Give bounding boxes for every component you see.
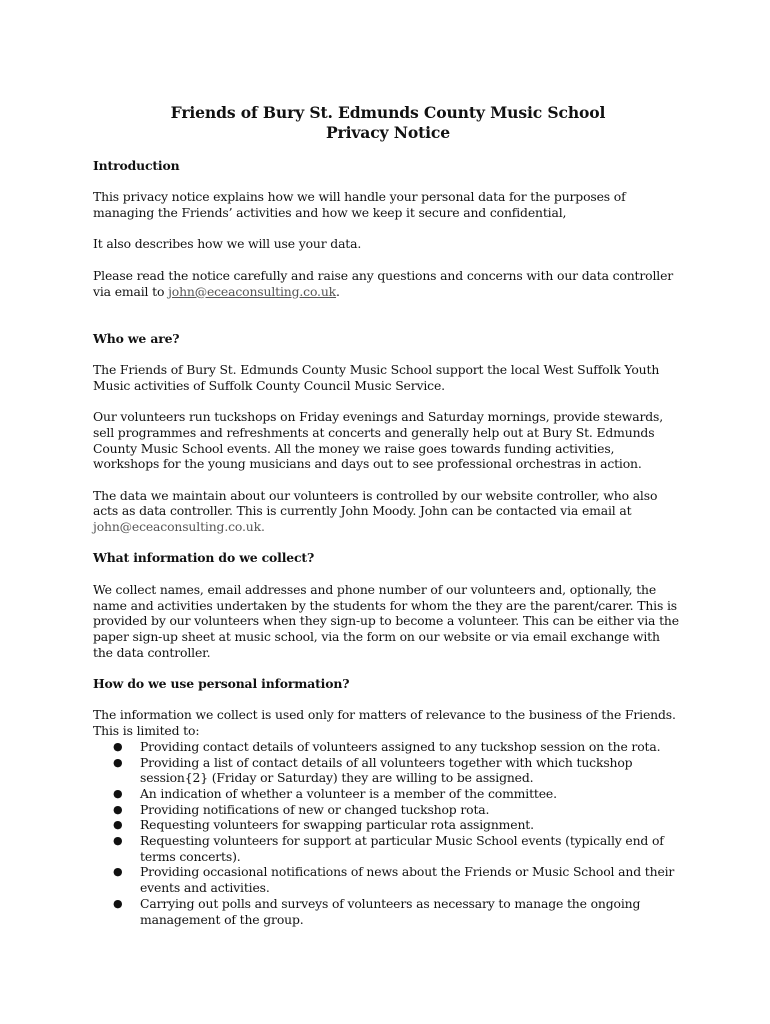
how-we-use-heading: How do we use personal information? <box>93 676 350 692</box>
how-we-use-section <box>93 676 683 927</box>
who-we-are-paragraph: Our volunteers run tuckshops on Friday evenings and Saturday mornings, provide stewards, sell programmes and refreshments at concerts and generally help out at Bury St. Edmunds County Music School events. All the money we raise goes towards funding activities, workshops for the young musicians and days out to see professional orchestras in action. <box>93 409 664 472</box>
document-page <box>93 103 683 927</box>
introduction-paragraph: It also describes how we will use your data. <box>93 236 362 252</box>
document-subtitle: Privacy Notice <box>325 123 451 142</box>
list-item-text: Carrying out polls and surveys of volunteers as necessary to manage the ongoing management of the group. <box>140 895 641 927</box>
list-item-text: Requesting volunteers for support at particular Music School events (typically end of terms concerts). <box>140 833 664 864</box>
what-we-collect-heading: What information do we collect? <box>93 550 315 566</box>
list-item-text: Providing contact details of volunteers assigned to any tuckshop session on the rota. <box>140 738 661 754</box>
section-spacer <box>93 315 683 331</box>
bullet-icon: ● <box>113 755 123 769</box>
bullet-icon: ● <box>113 818 123 832</box>
list-item-text: Providing notifications of new or changed tuckshop rota. <box>140 801 490 817</box>
list-item <box>93 864 683 895</box>
what-we-collect-paragraph: We collect names, email addresses and phone number of our volunteers and, optionally, the name and activities undertaken by the students for whom the they are the parent/carer. This is provided by our volunteers when they sign-up to become a volunteer. This can be either via the paper sign-up sheet at music school, via the form on our website or via email exchange with the data controller. <box>93 581 679 660</box>
list-item-text: An indication of whether a volunteer is a member of the committee. <box>140 785 557 801</box>
sentence-end: . <box>336 283 340 299</box>
bullet-icon: ● <box>113 896 123 910</box>
email-link[interactable]: john@eceaconsulting.co.uk <box>168 283 337 299</box>
introduction-paragraph: This privacy notice explains how we will handle your personal data for the purposes of managing the Friends’ activities and how we keep it secure and confidential, <box>93 189 626 221</box>
who-we-are-paragraph: The Friends of Bury St. Edmunds County Music School support the local West Suffolk Youth Music activities of Suffolk County Council Music Service. <box>93 362 660 393</box>
introduction-paragraph <box>93 268 683 299</box>
controller-email: john@eceaconsulting.co.uk. <box>93 519 265 535</box>
bullet-icon: ● <box>113 786 123 800</box>
document-title: Friends of Bury St. Edmunds County Music School <box>170 103 606 122</box>
list-item-text: Providing a list of contact details of all volunteers together with which tuckshop session{2} (Friday or Saturday) they are willing to be assigned. <box>140 754 633 786</box>
usage-list <box>93 739 683 927</box>
list-item <box>93 817 683 833</box>
how-we-use-paragraph: The information we collect is used only for matters of relevance to the business of the Friends. This is limited to: <box>93 707 676 739</box>
who-we-are-paragraph <box>93 488 683 535</box>
bullet-icon: ● <box>113 802 123 816</box>
introduction-section <box>93 158 683 299</box>
controller-text: The data we maintain about our volunteers is controlled by our website controller, who also acts as data controller. This is currently John Moody. John can be contacted via email at <box>93 487 658 519</box>
document-title-block <box>93 103 683 143</box>
list-item <box>93 833 683 864</box>
what-we-collect-section <box>93 550 683 660</box>
introduction-heading: Introduction <box>93 158 180 173</box>
bullet-icon: ● <box>113 865 123 879</box>
list-item-text: Providing occasional notifications of news about the Friends or Music School and their events and activities. <box>140 864 675 896</box>
list-item-text: Requesting volunteers for swapping particular rota assignment. <box>140 817 534 833</box>
bullet-icon: ● <box>113 739 123 753</box>
who-we-are-heading: Who we are? <box>93 330 180 346</box>
list-item <box>93 896 683 927</box>
list-item <box>93 802 683 818</box>
contact-text: Please read the notice carefully and raise any questions and concerns with our data controller via email to <box>93 267 674 299</box>
bullet-icon: ● <box>113 834 123 848</box>
list-item <box>93 739 683 755</box>
who-we-are-section <box>93 331 683 535</box>
list-item <box>93 755 683 786</box>
list-item <box>93 786 683 802</box>
